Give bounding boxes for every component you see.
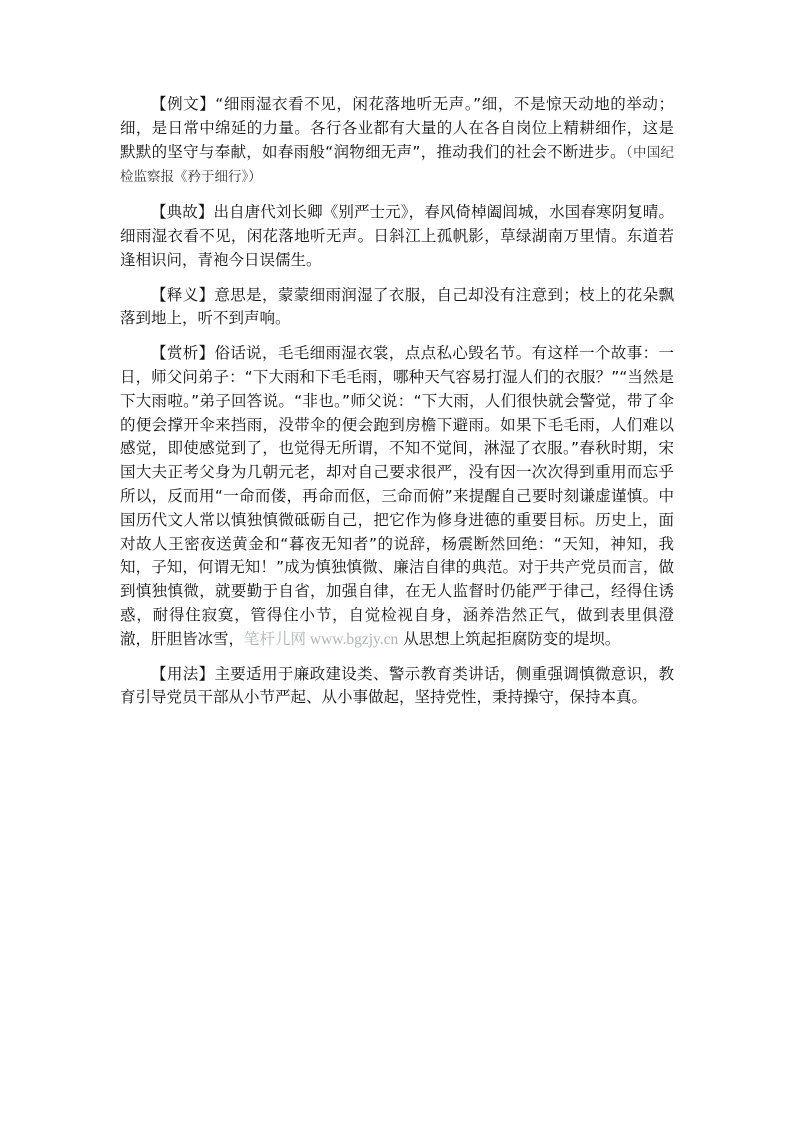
paragraph-allusion-text: 出自唐代刘长卿《别严士元》，春风倚棹阖闾城，水国春寒阴复晴。细雨湿衣看不见，闲花落地听无声。日斜江上孤帆影，草绿湖南万里情。东道若逢相识问，青袍今日误儒生。 bbox=[120, 203, 674, 269]
document-body bbox=[120, 93, 674, 721]
section-tag-allusion: 【典故】 bbox=[151, 203, 214, 222]
paragraph-usage bbox=[120, 663, 674, 711]
paragraph-example-text: “细雨湿衣看不见，闲花落地听无声。”细，不是惊天动地的举动；细，是日常中绵延的力量。各行各业都有大量的人在各自岗位上精耕细作，这是默默的坚守与奉献，如春雨般“润物细无声”，推动我们的社会不断进步。 bbox=[120, 95, 674, 161]
paragraph-usage-text: 主要适用于廉政建设类、警示教育类讲话，侧重强调慎微意识，教育引导党员干部从小节严起、从小事做起，坚持党性，秉持操守，保持本真。 bbox=[120, 664, 674, 707]
site-watermark: 笔杆儿网 www.bgzjy.cn bbox=[244, 630, 399, 648]
section-tag-example: 【例文】 bbox=[151, 95, 216, 113]
paragraph-meaning bbox=[120, 284, 674, 332]
section-tag-usage: 【用法】 bbox=[151, 664, 215, 683]
paragraph-allusion bbox=[120, 201, 674, 272]
section-tag-appreciation: 【赏析】 bbox=[151, 344, 215, 363]
paragraph-appreciation-tail: 从思想上筑起拒腐防变的堤坝。 bbox=[398, 629, 621, 648]
paragraph-appreciation bbox=[120, 342, 674, 651]
paragraph-appreciation-text: 俗话说，毛毛细雨湿衣裳，点点私心毁名节。有这样一个故事：一日，师父问弟子：“下大雨和下毛毛雨，哪种天气容易打湿人们的衣服？”“当然是下大雨啦。”弟子回答说。“非也。”师父说：“下大雨，人们很快就会警觉，带了伞的便会撑开伞来挡雨，没带伞的便会跑到房檐下避雨。如果下毛毛雨，人们难以感觉，即使感觉到了，也觉得无所谓，不知不觉间，淋湿了衣服。”春秋时期，宋国大夫正考父身为几朝元老，却对自己要求很严，没有因一次次得到重用而忘乎所以，反而用“一命而偻，再命而伛，三命而俯”来提醒自己要时刻谦虚谨慎。中国历代文人常以慎独慎微砥砺自己，把它作为修身进德的重要目标。历史上，面对故人王密夜送黄金和“暮夜无知者”的说辞，杨震断然回绝：“天知，神知，我知，子知，何谓无知！”成为慎独慎微、廉洁自律的典范。对于共产党员而言，做到慎独慎微，就要勤于自省，加强自律，在无人监督时仍能严于律己，经得住诱惑，耐得住寂寞，管得住小节，自觉检视自身，涵养浩然正气，做到表里俱澄澈，肝胆皆冰雪， bbox=[120, 344, 674, 648]
paragraph-meaning-text: 意思是，蒙蒙细雨润湿了衣服，自己却没有注意到；枝上的花朵飘落到地上，听不到声响。 bbox=[120, 285, 674, 328]
section-tag-meaning: 【释义】 bbox=[151, 285, 215, 304]
example-source-citation: （中国纪检监察报《矜于细行》） bbox=[120, 144, 675, 186]
paragraph-example bbox=[120, 93, 674, 190]
